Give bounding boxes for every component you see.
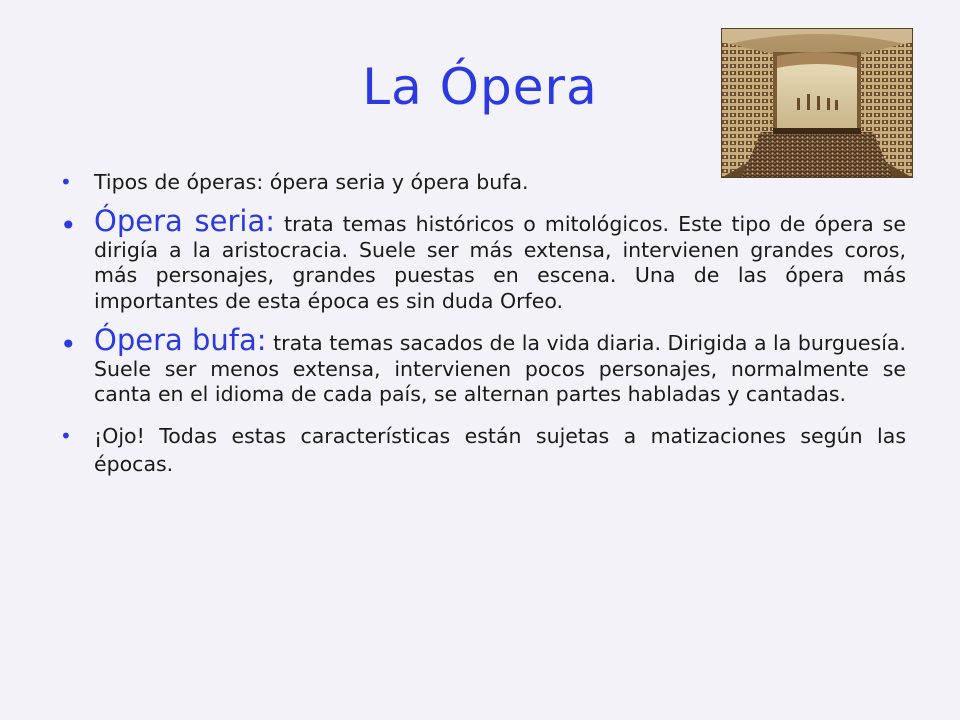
bullet-lead: Ópera bufa:	[94, 323, 267, 357]
bullet-marker: •	[60, 170, 72, 194]
bullet-list	[60, 170, 906, 478]
bullet-marker: •	[60, 209, 77, 242]
bullet-marker: •	[60, 423, 72, 448]
bullet-text: Tipos de óperas: ópera seria y ópera bufa.	[94, 170, 529, 194]
slide-title: La Ópera	[362, 58, 598, 116]
theater-image	[721, 28, 913, 178]
bullet-item-opera-bufa	[60, 323, 906, 408]
bullet-item-opera-seria	[60, 204, 906, 314]
bullet-text: trata temas sacados de la vida diaria. Dirigida a la burguesía. Suele ser menos extensa, intervienen pocos personajes, normalmente se canta en el idioma de cada país, se alternan partes habladas y cantadas.	[94, 331, 906, 406]
bullet-text: trata temas históricos o mitológicos. Este tipo de ópera se dirigía a la aristocracia. Suele ser más extensa, intervienen grandes coros, más personajes, grandes puestas en escena. Una de las ópera más importantes de esta época es sin duda Orfeo.	[94, 212, 906, 313]
bullet-text: ¡Ojo! Todas estas características están sujetas a matizaciones según las épocas.	[94, 423, 906, 476]
bullet-item-tipos	[60, 170, 906, 195]
bullet-item-ojo	[60, 422, 906, 478]
bullet-marker: •	[60, 328, 77, 361]
bullet-lead: Ópera seria:	[94, 204, 275, 238]
